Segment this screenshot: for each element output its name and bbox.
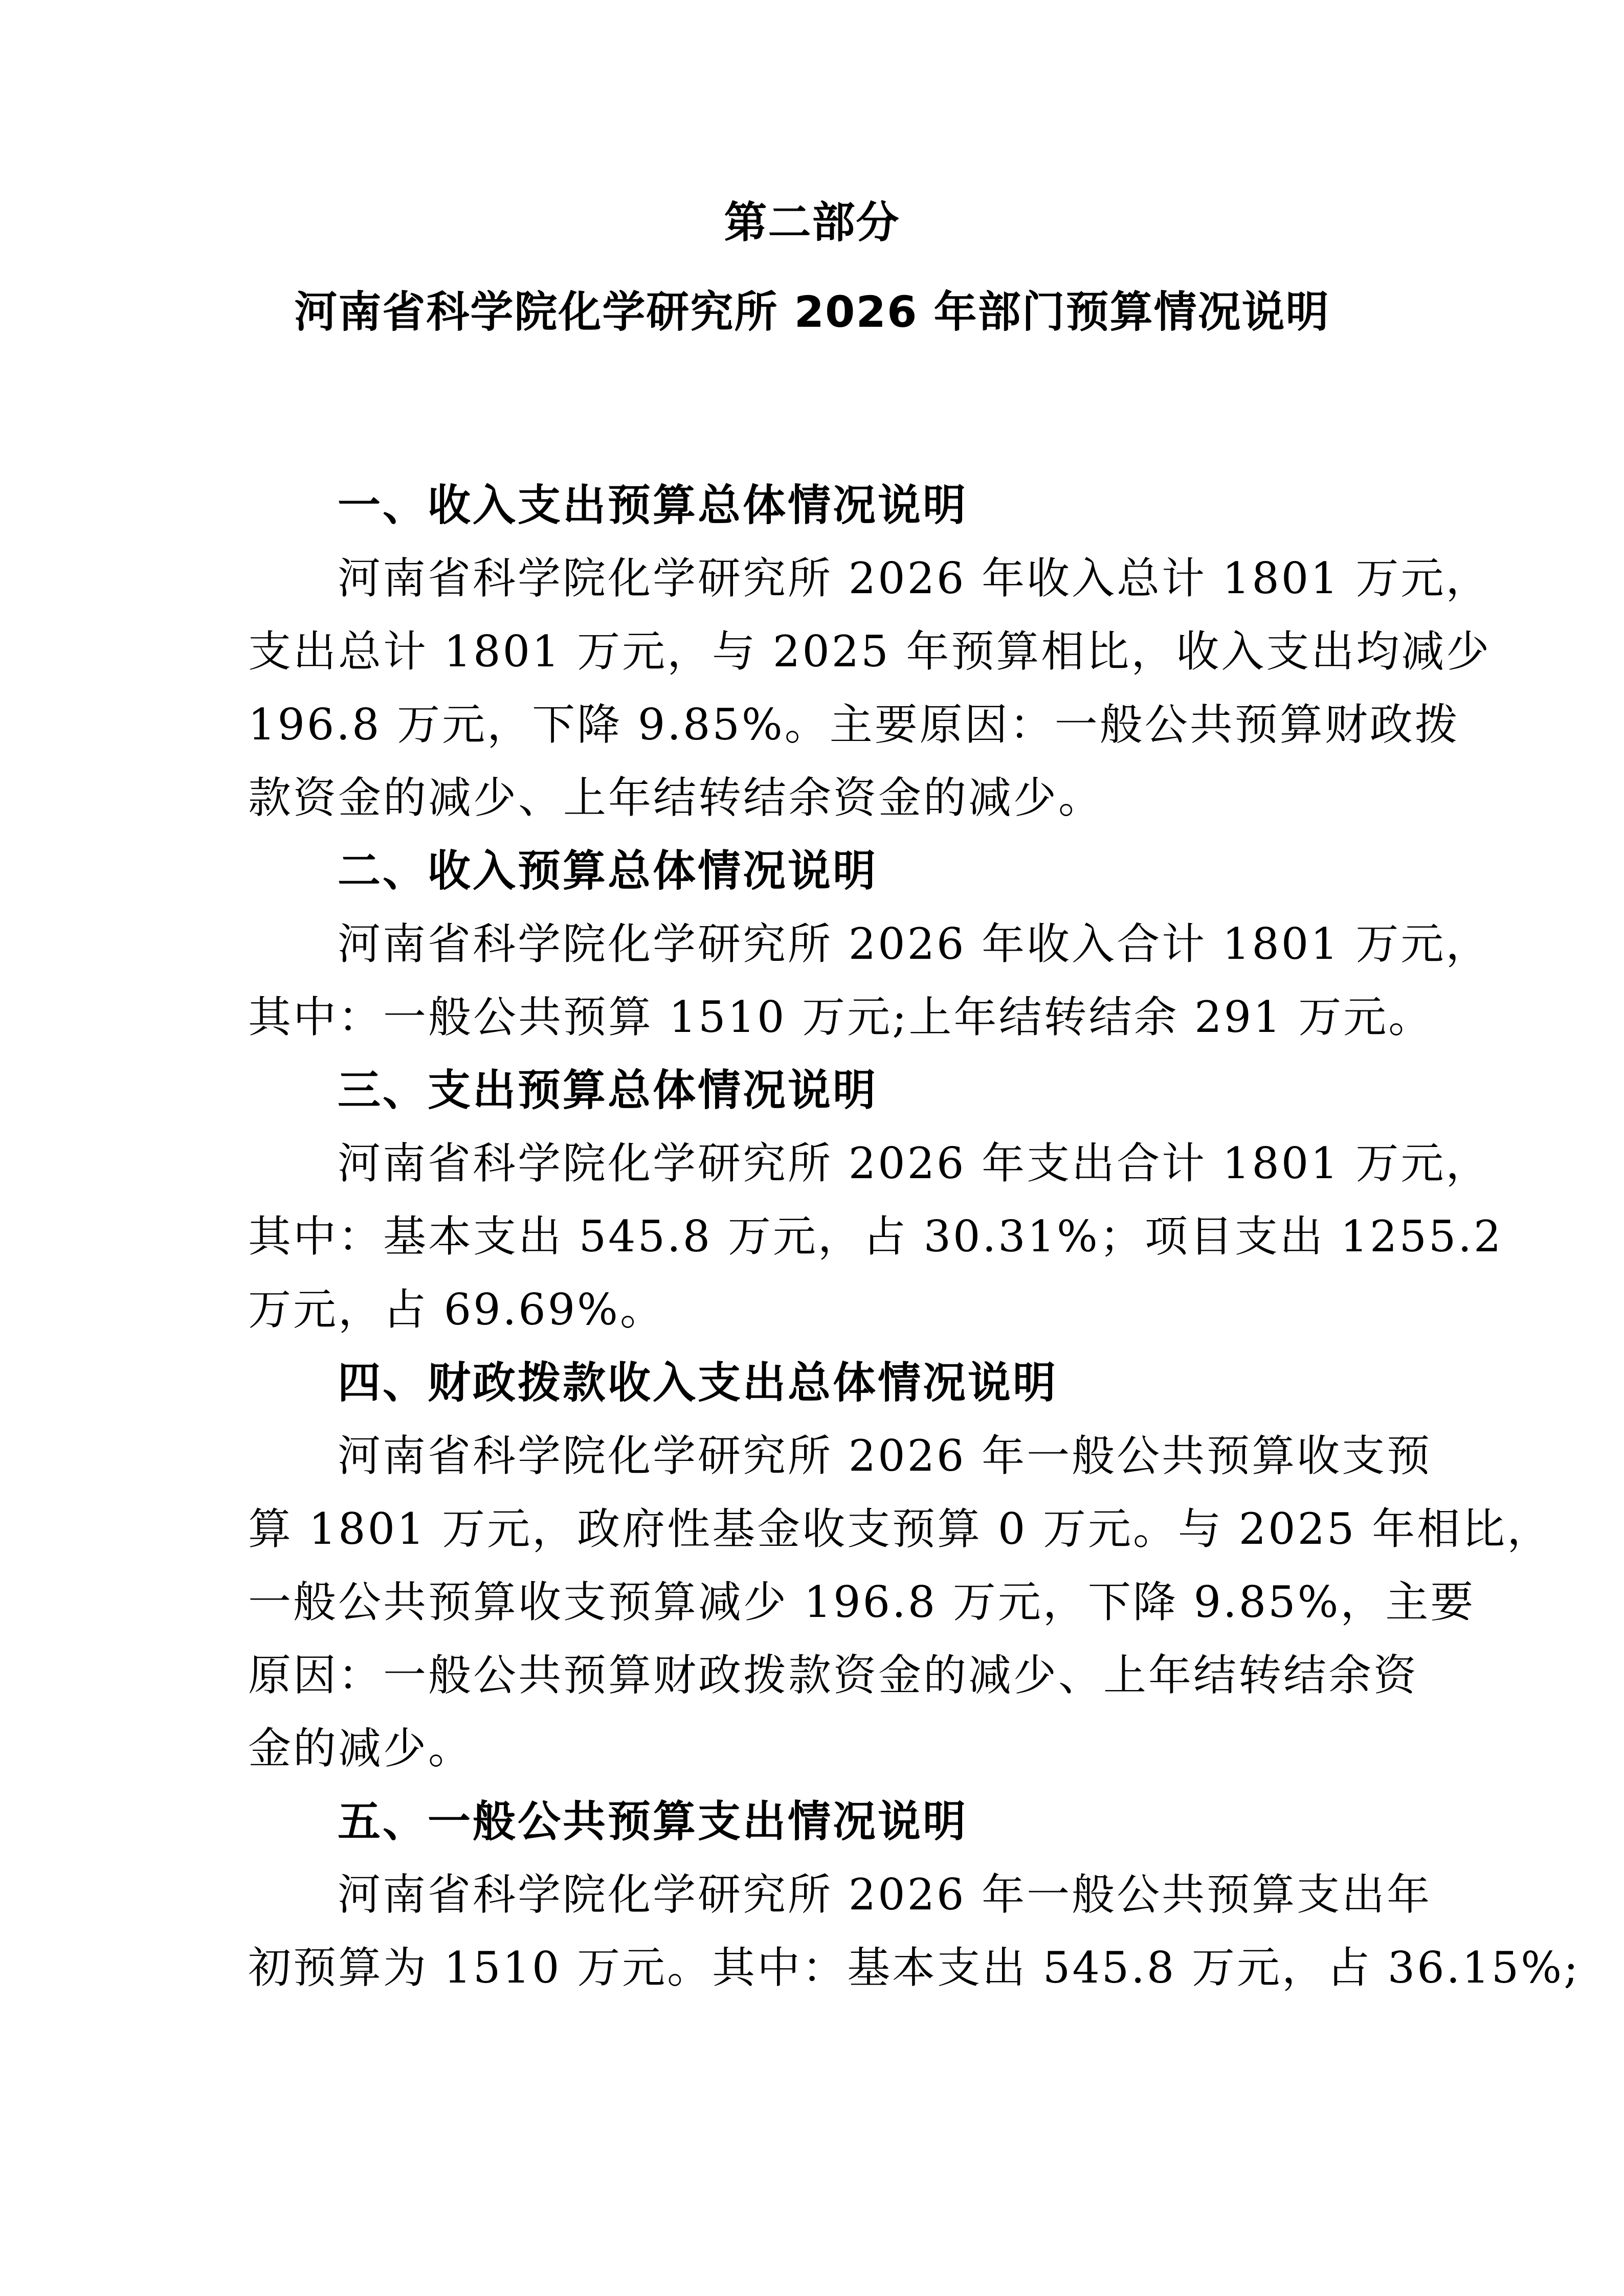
- section-paragraph: [248, 1127, 1503, 1346]
- section-paragraph: [248, 1858, 1581, 2005]
- section-paragraph: [248, 1420, 1552, 1785]
- section-heading: 一、收入支出预算总体情况说明: [338, 480, 968, 530]
- paragraph-line: 原因：一般公共预算财政拨款资金的减少、上年结转结余资: [248, 1650, 1419, 1700]
- section-fiscal-appropriation-overview: [248, 1346, 1552, 1785]
- section-heading: 二、收入预算总体情况说明: [338, 846, 878, 896]
- section-general-public-budget-expenditure: [248, 1785, 1581, 2005]
- section-paragraph: [248, 908, 1491, 1054]
- section-heading: 三、支出预算总体情况说明: [338, 1065, 878, 1115]
- section-heading: 五、一般公共预算支出情况说明: [338, 1796, 968, 1847]
- document-title: 河南省科学院化学研究所 2026 年部门预算情况说明: [294, 287, 1330, 337]
- paragraph-line: 其中：一般公共预算 1510 万元;上年结转结余 291 万元。: [248, 992, 1434, 1042]
- paragraph-line: 金的减少。: [248, 1723, 474, 1773]
- paragraph-line: 万元，占 69.69%。: [248, 1285, 665, 1335]
- paragraph-line: 支出总计 1801 万元，与 2025 年预算相比，收入支出均减少: [248, 626, 1492, 677]
- paragraph-line: 河南省科学院化学研究所 2026 年一般公共预算支出年: [338, 1870, 1432, 1920]
- paragraph-line: 河南省科学院化学研究所 2026 年支出合计 1801 万元，: [338, 1138, 1491, 1188]
- paragraph-line: 河南省科学院化学研究所 2026 年收入总计 1801 万元，: [338, 553, 1491, 603]
- paragraph-line: 初预算为 1510 万元。其中：基本支出 545.8 万元，占 36.15%;: [248, 1943, 1581, 1993]
- paragraph-line: 河南省科学院化学研究所 2026 年一般公共预算收支预: [338, 1431, 1432, 1481]
- section-heading: 四、财政拨款收入支出总体情况说明: [338, 1358, 1058, 1408]
- part-title: 第二部分: [724, 197, 900, 247]
- paragraph-line: 款资金的减少、上年结转结余资金的减少。: [248, 773, 1104, 823]
- section-income-overview: [248, 835, 1491, 1054]
- paragraph-line: 一般公共预算收支预算减少 196.8 万元，下降 9.85%，主要: [248, 1577, 1476, 1627]
- document-body: [248, 469, 1581, 2005]
- paragraph-line: 196.8 万元，下降 9.85%。主要原因：一般公共预算财政拨: [248, 700, 1460, 750]
- section-income-expenditure-overview: [248, 469, 1492, 835]
- paragraph-line: 其中：基本支出 545.8 万元，占 30.31%；项目支出 1255.2: [248, 1211, 1503, 1262]
- paragraph-line: 算 1801 万元，政府性基金收支预算 0 万元。与 2025 年相比，: [248, 1504, 1552, 1554]
- paragraph-line: 河南省科学院化学研究所 2026 年收入合计 1801 万元，: [338, 919, 1491, 969]
- section-paragraph: [248, 542, 1492, 835]
- section-expenditure-overview: [248, 1054, 1503, 1346]
